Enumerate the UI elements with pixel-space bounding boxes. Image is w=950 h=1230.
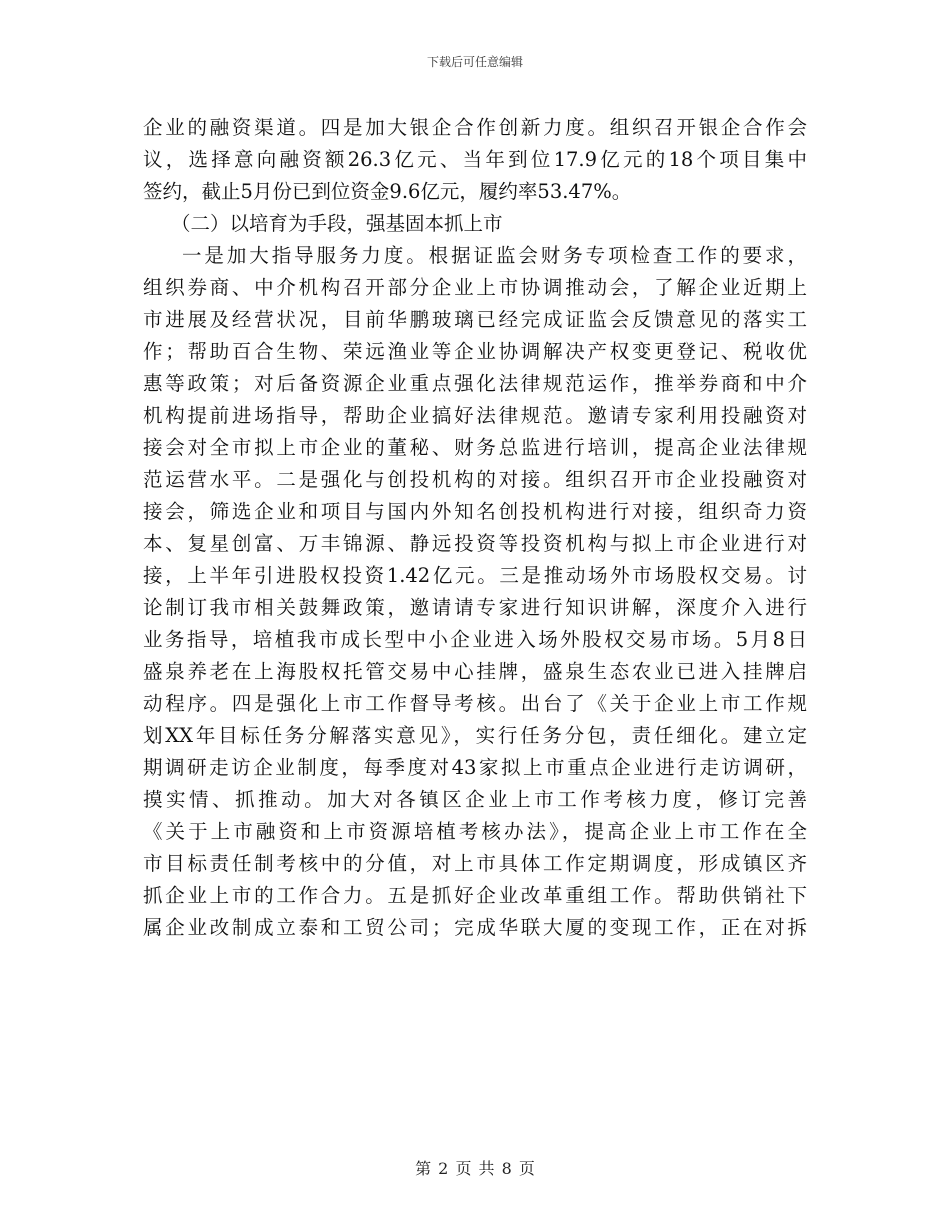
text-line: 摸实情、抓推动。加大对各镇区企业上市工作考核力度，修订完善 [143, 788, 807, 811]
text-line: 盛泉养老在上海股权托管交易中心挂牌，盛泉生态农业已进入挂牌启 [143, 660, 807, 683]
text-line: 期调研走访企业制度，每季度对43家拟上市重点企业进行走访调研， [143, 756, 807, 779]
text-line: 接会，筛选企业和项目与国内外知名创投机构进行对接，组织奇力资 [143, 500, 807, 523]
page-number: 第 2 页 共 8 页 [415, 1159, 535, 1178]
text-line: 组织券商、中介机构召开部分企业上市协调推动会，了解企业近期上 [143, 276, 807, 299]
text-line: 本、复星创富、万丰锦源、静远投资等投资机构与拟上市企业进行对 [143, 532, 807, 555]
text-line: 市目标责任制考核中的分值，对上市具体工作定期调度，形成镇区齐 [143, 852, 807, 875]
text-line: 范运营水平。二是强化与创投机构的对接。组织召开市企业投融资对 [143, 468, 807, 491]
text-line: 惠等政策；对后备资源企业重点强化法律规范运作，推举券商和中介 [143, 372, 807, 395]
text-line: 签约，截止5月份已到位资金9.6亿元，履约率53.47%。 [143, 180, 632, 203]
page-header: 下载后可任意编辑 [426, 55, 523, 69]
text-line: 作；帮助百合生物、荣远渔业等企业协调解决产权变更登记、税收优 [143, 340, 807, 363]
text-line: 属企业改制成立泰和工贸公司；完成华联大厦的变现工作，正在对拆 [143, 916, 807, 939]
section-heading: （二）以培育为手段，强基固本抓上市 [171, 212, 503, 235]
text-line: 论制订我市相关鼓舞政策，邀请请专家进行知识讲解，深度介入进行 [143, 596, 807, 619]
text-line: 动程序。四是强化上市工作督导考核。出台了《关于企业上市工作规 [143, 692, 807, 715]
text-line: 机构提前进场指导，帮助企业搞好法律规范。邀请专家利用投融资对 [143, 404, 807, 427]
document-body [143, 112, 807, 944]
text-line: 划XX年目标任务分解落实意见》，实行任务分包，责任细化。建立定 [143, 724, 807, 747]
text-line: 议，选择意向融资额26.3亿元、当年到位17.9亿元的18个项目集中 [143, 148, 807, 171]
text-line: 市进展及经营状况，目前华鹏玻璃已经完成证监会反馈意见的落实工 [143, 308, 807, 331]
text-line: 接，上半年引进股权投资1.42亿元。三是推动场外市场股权交易。讨 [143, 564, 807, 587]
text-line: 一是加大指导服务力度。根据证监会财务专项检查工作的要求， [182, 244, 807, 267]
text-line: 抓企业上市的工作合力。五是抓好企业改革重组工作。帮助供销社下 [143, 884, 807, 907]
text-line: 《关于上市融资和上市资源培植考核办法》，提高企业上市工作在全 [143, 820, 807, 843]
text-line: 业务指导，培植我市成长型中小企业进入场外股权交易市场。5月8日 [143, 628, 807, 651]
text-line: 企业的融资渠道。四是加大银企合作创新力度。组织召开银企合作会 [143, 116, 807, 139]
text-line: 接会对全市拟上市企业的董秘、财务总监进行培训，提高企业法律规 [143, 436, 807, 459]
